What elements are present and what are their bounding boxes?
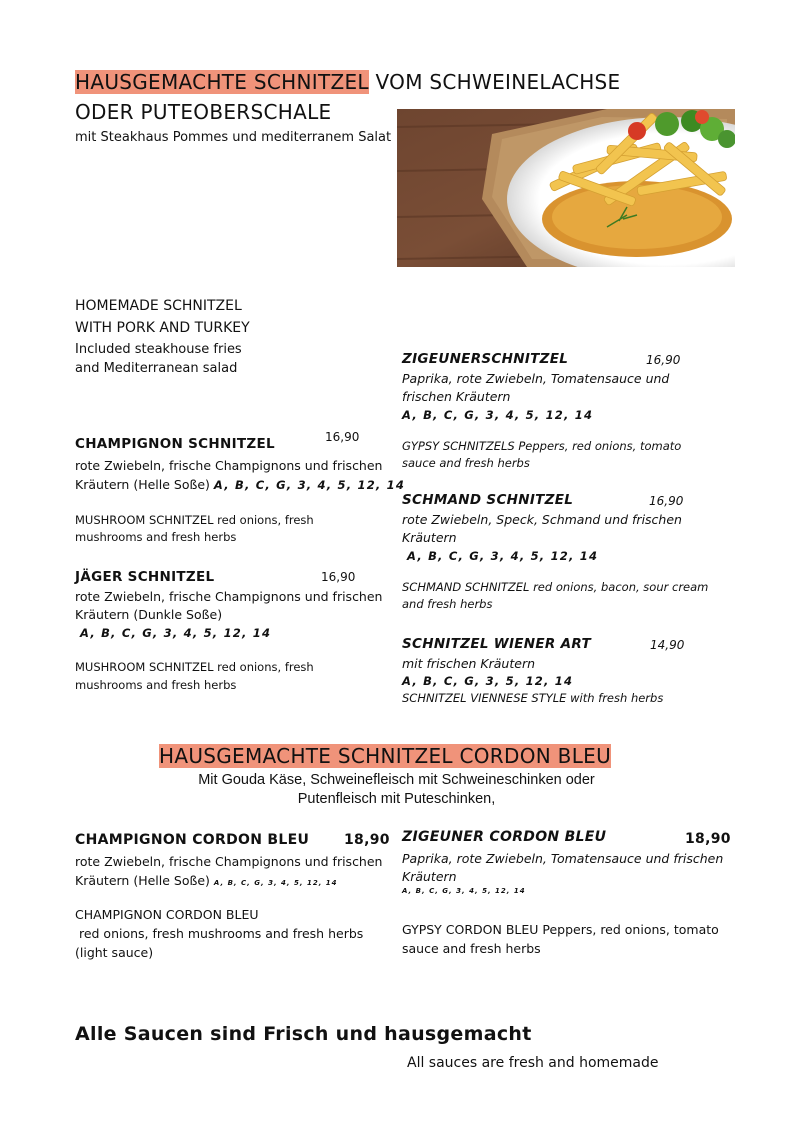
menu-item-desc: Paprika, rote Zwiebeln, Tomatensauce und frischen: [402, 851, 724, 866]
menu-item-translation: mushrooms and fresh herbs: [75, 530, 237, 544]
cordon-bleu-subtitle: Mit Gouda Käse, Schweinefleisch mit Schweineschinken oder: [198, 772, 595, 788]
menu-item-allergens: A, B, C, G, 3, 4, 5, 12, 14: [213, 478, 406, 492]
menu-item-desc-text: Kräutern (Helle Soße): [75, 873, 210, 888]
menu-item-desc: frischen Kräutern: [402, 389, 511, 404]
menu-item-desc: Kräutern: [402, 530, 457, 545]
menu-item-desc: Paprika, rote Zwiebeln, Tomatensauce und: [402, 371, 670, 386]
menu-item-translation: sauce and fresh herbs: [402, 941, 541, 956]
menu-item-price: 18,90: [344, 832, 390, 848]
menu-item-translation: and fresh herbs: [402, 597, 493, 611]
menu-item-allergens: A, B, C, G, 3, 4, 5, 12, 14: [407, 549, 599, 563]
menu-item-desc: Kräutern (Dunkle Soße): [75, 607, 223, 622]
menu-item-allergens: A, B, C, G, 3, 4, 5, 12, 14: [80, 626, 272, 640]
menu-item-translation: sauce and fresh herbs: [402, 456, 530, 470]
menu-item-desc: rote Zwiebeln, frische Champignons und frischen: [75, 589, 383, 604]
menu-item-desc: rote Zwiebeln, Speck, Schmand und frischen: [402, 512, 682, 527]
cordon-bleu-title-text: HAUSGEMACHTE SCHNITZEL CORDON BLEU: [159, 744, 612, 768]
menu-item-desc: [75, 476, 405, 495]
menu-item-price: 14,90: [650, 638, 685, 652]
menu-item-desc-text: Kräutern (Helle Soße): [75, 477, 210, 492]
cordon-bleu-subtitle: Putenfleisch mit Puteschinken,: [297, 791, 496, 807]
menu-item-desc: [75, 872, 338, 893]
menu-item-price: 16,90: [646, 353, 681, 367]
menu-item-allergens: A, B, C, G, 3, 4, 5, 12, 14: [402, 408, 594, 422]
menu-item-translation: (light sauce): [75, 945, 154, 960]
menu-item-title: SCHNITZEL WIENER ART: [402, 636, 591, 652]
menu-item-desc: rote Zwiebeln, frische Champignons und frischen: [75, 854, 383, 869]
schnitzel-fries-plate-photo: [397, 109, 735, 267]
english-intro-line3: Included steakhouse fries: [75, 342, 242, 357]
menu-item-title: ZIGEUNER CORDON BLEU: [402, 829, 607, 845]
menu-item-allergens: A, B, C, G, 3, 4, 5, 12, 14: [402, 887, 526, 895]
menu-item-translation: MUSHROOM SCHNITZEL red onions, fresh: [75, 513, 314, 527]
english-intro-line4: and Mediterranean salad: [75, 361, 238, 376]
menu-item-translation: GYPSY CORDON BLEU Peppers, red onions, tomato: [402, 922, 719, 937]
menu-item-translation: mushrooms and fresh herbs: [75, 678, 237, 692]
menu-item-title: ZIGEUNERSCHNITZEL: [402, 351, 569, 367]
menu-item-title: CHAMPIGNON CORDON BLEU: [75, 832, 310, 848]
menu-item-price: 16,90: [325, 430, 360, 444]
menu-item-price: 16,90: [321, 570, 356, 584]
page-title: [75, 67, 620, 97]
menu-item-desc: Kräutern: [402, 869, 457, 884]
menu-item-price: 16,90: [649, 494, 684, 508]
menu-item-translation: GYPSY SCHNITZELS Peppers, red onions, tomato: [402, 439, 682, 453]
page-title-highlight: HAUSGEMACHTE SCHNITZEL: [75, 70, 369, 94]
menu-item-translation: SCHNITZEL VIENNESE STYLE with fresh herbs: [402, 691, 664, 705]
menu-item-title: JÄGER SCHNITZEL: [75, 569, 215, 585]
menu-item-translation: MUSHROOM SCHNITZEL red onions, fresh: [75, 660, 314, 674]
footer-title: Alle Saucen sind Frisch und hausgemacht: [75, 1023, 532, 1045]
cordon-bleu-title: [159, 742, 611, 770]
menu-item-translation: SCHMAND SCHNITZEL red onions, bacon, sour cream: [402, 580, 709, 594]
menu-item-desc: mit frischen Kräutern: [402, 656, 536, 671]
menu-item-allergens: A, B, C, G, 3, 5, 12, 14: [402, 674, 574, 688]
page-subtitle: mit Steakhaus Pommes und mediterranem Salat: [75, 130, 392, 145]
page-title-line2: ODER PUTEOBERSCHALE: [75, 100, 332, 124]
menu-item-title: SCHMAND SCHNITZEL: [402, 492, 574, 508]
menu-item-allergens: A, B, C, G, 3, 4, 5, 12, 14: [213, 879, 338, 887]
english-intro-line2: WITH PORK AND TURKEY: [75, 320, 250, 336]
page-title-rest: VOM SCHWEINELACHSE: [368, 70, 621, 94]
menu-item-translation: CHAMPIGNON CORDON BLEU: [75, 907, 259, 922]
english-intro-line1: HOMEMADE SCHNITZEL: [75, 298, 242, 314]
footer-subtitle: All sauces are fresh and homemade: [407, 1055, 659, 1071]
menu-item-translation: red onions, fresh mushrooms and fresh herbs: [75, 926, 364, 941]
menu-item-desc: rote Zwiebeln, frische Champignons und frischen: [75, 458, 383, 473]
menu-item-title: CHAMPIGNON SCHNITZEL: [75, 436, 275, 452]
menu-item-price: 18,90: [685, 831, 731, 847]
